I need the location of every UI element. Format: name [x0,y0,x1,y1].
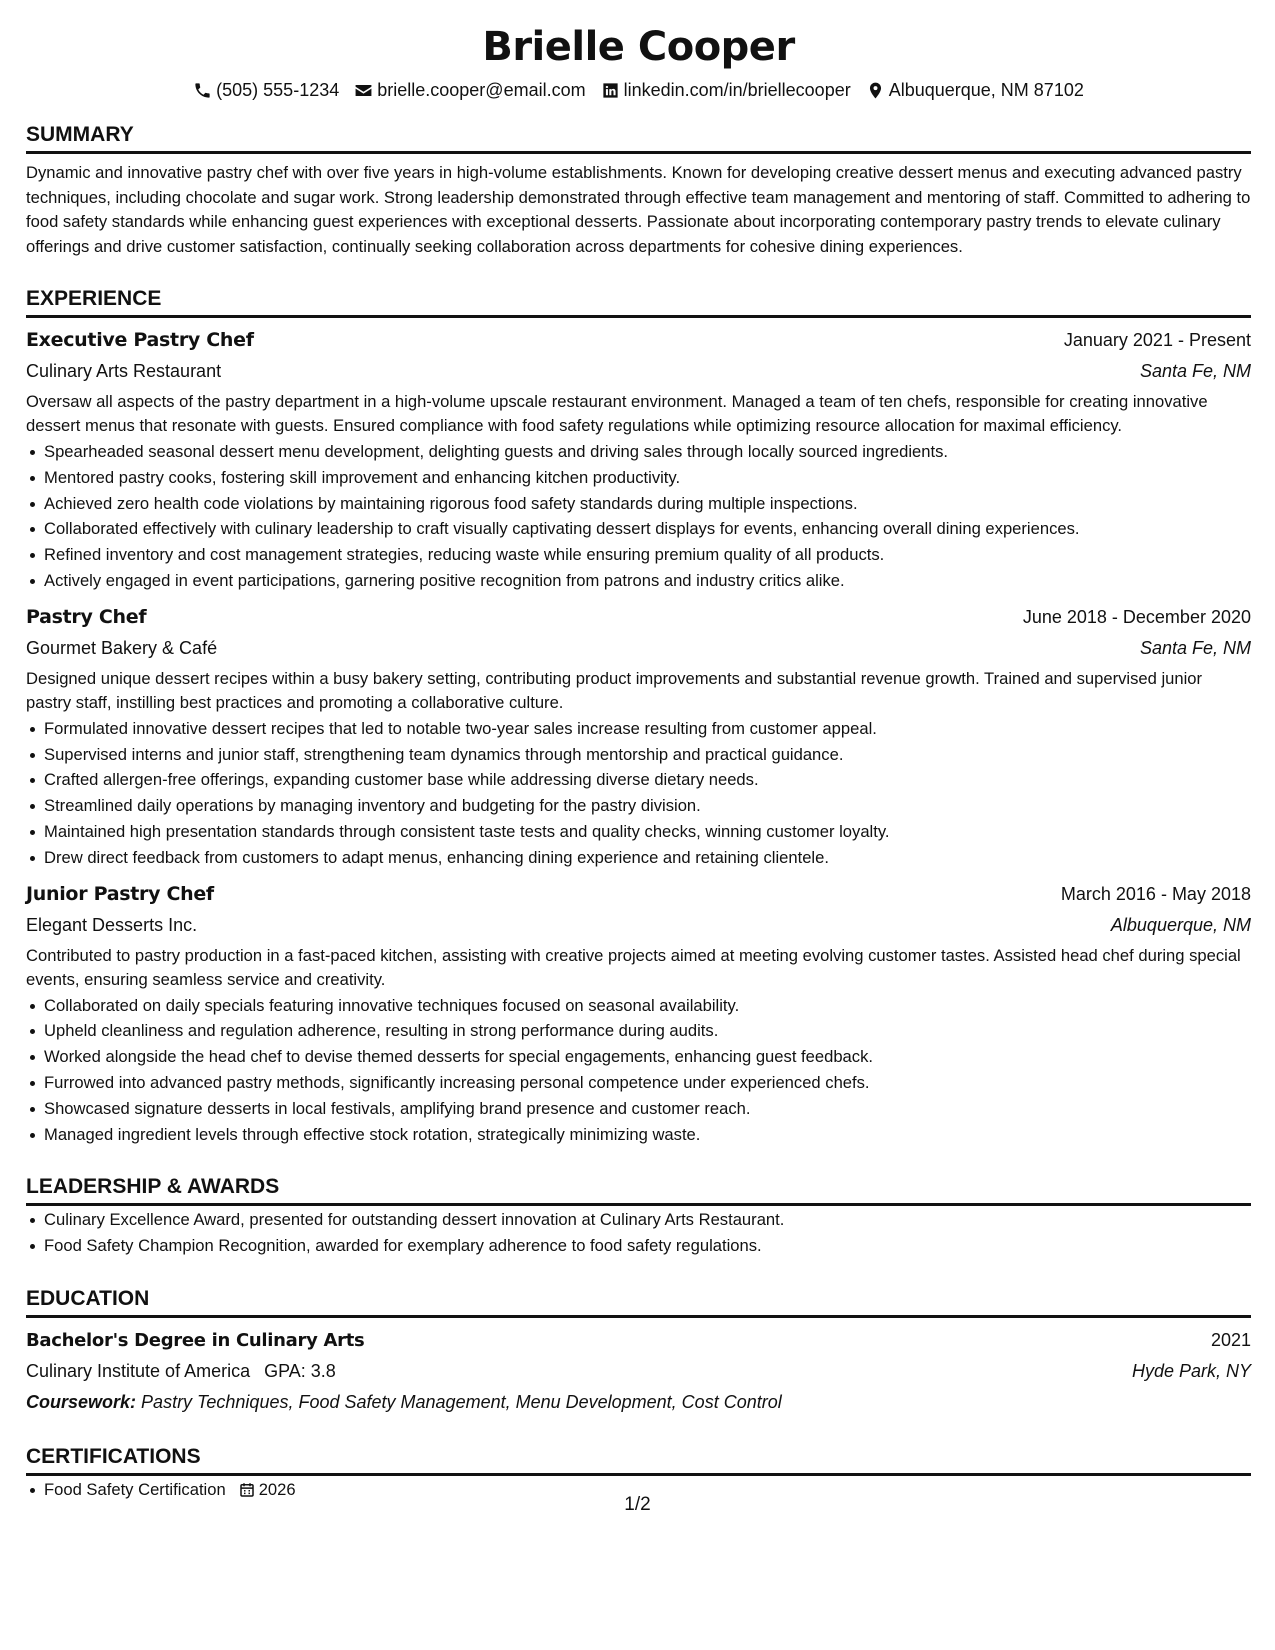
summary-heading: SUMMARY [26,121,1251,154]
list-item: Upheld cleanliness and regulation adherence, resulting in strong performance during audits. [26,1018,1251,1044]
certifications-heading: CERTIFICATIONS [26,1443,1251,1476]
job-bullets [26,716,1251,871]
map-pin-icon [866,81,885,100]
list-item: Drew direct feedback from customers to adapt menus, enhancing dining experience and retaining clientele. [26,845,1251,871]
list-item: Streamlined daily operations by managing inventory and budgeting for the pastry division. [26,793,1251,819]
list-item: Managed ingredient levels through effective stock rotation, strategically minimizing waste. [26,1122,1251,1148]
summary-text: Dynamic and innovative pastry chef with over five years in high-volume establishments. Known for developing creative dessert menus and executing advanced pastry techniques, including chocolate and sugar work. Strong leadership demonstrated through effective team management and mentoring of staff. Committed to adhering to food safety standards while enhancing guest experiences with exceptional desserts. Passionate about incorporating contemporary pastry trends to elevate culinary offerings and drive customer satisfaction, continually seeking collaboration across departments for cohesive dining experiences. [26,163,1251,256]
experience-heading: EXPERIENCE [26,285,1251,318]
job-location: Albuquerque, NM [1110,914,1251,935]
job-description: Contributed to pastry production in a fast-paced kitchen, assisting with creative projects aimed at meeting evolving customer tastes. Assisted head chef during special events, ensuring seamless service and creativity. [26,945,1241,989]
list-item: Worked alongside the head chef to devise themed desserts for special engagements, enhancing guest feedback. [26,1044,1251,1070]
school-location: Hyde Park, NY [1131,1360,1251,1381]
list-item: Achieved zero health code violations by maintaining rigorous food safety standards during multiple inspections. [26,491,1251,517]
certification-year: 2026 [258,1479,296,1499]
job-title: Pastry Chef [26,605,147,628]
linkedin-icon [601,81,620,100]
contact-address [866,77,1084,103]
certification-name: Food Safety Certification [44,1479,226,1499]
job-dates: January 2021 - Present [1063,330,1251,350]
job-employer: Gourmet Bakery & Café [26,637,218,658]
list-item: Formulated innovative dessert recipes that led to notable two-year sales increase resulting from customer appeal. [26,716,1251,742]
degree-title: Bachelor's Degree in Culinary Arts [26,1329,365,1351]
resume-page [26,18,1251,1503]
coursework-label: Coursework: [26,1391,137,1412]
list-item: Actively engaged in event participations, garnering positive recognition from patrons and industry critics alike. [26,568,1251,594]
list-item: Culinary Excellence Award, presented for outstanding dessert innovation at Culinary Arts Restaurant. [26,1207,1251,1233]
address-text: Albuquerque, NM 87102 [888,80,1084,100]
contact-email[interactable] [354,77,585,103]
contact-phone [193,77,339,103]
job-entry [26,602,1251,871]
job-dates: June 2018 - December 2020 [1022,606,1251,627]
job-dates: March 2016 - May 2018 [1060,883,1251,904]
education-heading: EDUCATION [26,1285,1251,1318]
job-title: Junior Pastry Chef [26,882,214,905]
school-line [26,1356,336,1387]
job-location: Santa Fe, NM [1139,637,1251,658]
phone-text: (505) 555-1234 [216,80,340,100]
degree-year: 2021 [1210,1329,1251,1350]
gpa: GPA: 3.8 [264,1360,336,1381]
phone-icon [193,81,212,100]
list-item: Collaborated on daily specials featuring innovative techniques focused on seasonal availability. [26,993,1251,1019]
coursework-list: Pastry Techniques, Food Safety Management, Menu Development, Cost Control [141,1391,782,1412]
contact-linkedin[interactable] [601,77,851,103]
job-employer: Elegant Desserts Inc. [26,914,198,935]
job-description: Designed unique dessert recipes within a busy bakery setting, contributing product improvements and substantial revenue growth. Trained and supervised junior pastry staff, instilling best practices and promoting a collaborative culture. [26,668,1203,712]
resume-header [26,18,1251,103]
list-item: Refined inventory and cost management strategies, reducing waste while ensuring premium quality of all products. [26,542,1251,568]
job-description: Oversaw all aspects of the pastry department in a high-volume upscale restaurant environment. Managed a team of ten chefs, responsible for creating innovative dessert menus that resonate with guests. Ensured compliance with food safety regulations while optimizing resource allocation for maximal efficiency. [26,392,1208,435]
page-number: 1/2 [624,1494,651,1515]
envelope-icon [354,81,373,100]
list-item: Spearheaded seasonal dessert menu development, delighting guests and driving sales through locally sourced ingredients. [26,439,1251,465]
job-employer: Culinary Arts Restaurant [26,361,222,381]
list-item: Maintained high presentation standards through consistent taste tests and quality checks, winning customer loyalty. [26,819,1251,845]
job-bullets [26,439,1251,594]
linkedin-text[interactable]: linkedin.com/in/briellecooper [623,80,851,100]
job-bullets [26,993,1251,1148]
awards-list [26,1207,1251,1259]
coursework [26,1387,1251,1417]
contact-line [26,77,1251,103]
list-item: Furrowed into advanced pastry methods, significantly increasing personal competence under experienced chefs. [26,1070,1251,1096]
email-text[interactable]: brielle.cooper@email.com [377,80,586,100]
job-title: Executive Pastry Chef [26,329,254,351]
school-name: Culinary Institute of America [26,1360,251,1381]
list-item: Showcased signature desserts in local festivals, amplifying brand presence and customer reach. [26,1096,1251,1122]
education-entry [26,1325,1251,1417]
list-item: Supervised interns and junior staff, strengthening team dynamics through mentorship and practical guidance. [26,742,1251,768]
job-location: Santa Fe, NM [1139,361,1251,381]
list-item: Collaborated effectively with culinary leadership to craft visually captivating dessert displays for events, enhancing overall dining experiences. [26,516,1251,542]
job-entry [26,325,1251,594]
list-item: Mentored pastry cooks, fostering skill improvement and enhancing kitchen productivity. [26,465,1251,491]
list-item: Crafted allergen-free offerings, expanding customer base while addressing diverse dietary needs. [26,767,1251,793]
candidate-name: Brielle Cooper [482,24,795,70]
list-item: Food Safety Champion Recognition, awarded for exemplary adherence to food safety regulations. [26,1233,1251,1259]
leadership-heading: LEADERSHIP & AWARDS [26,1173,1251,1206]
job-entry [26,879,1251,1148]
